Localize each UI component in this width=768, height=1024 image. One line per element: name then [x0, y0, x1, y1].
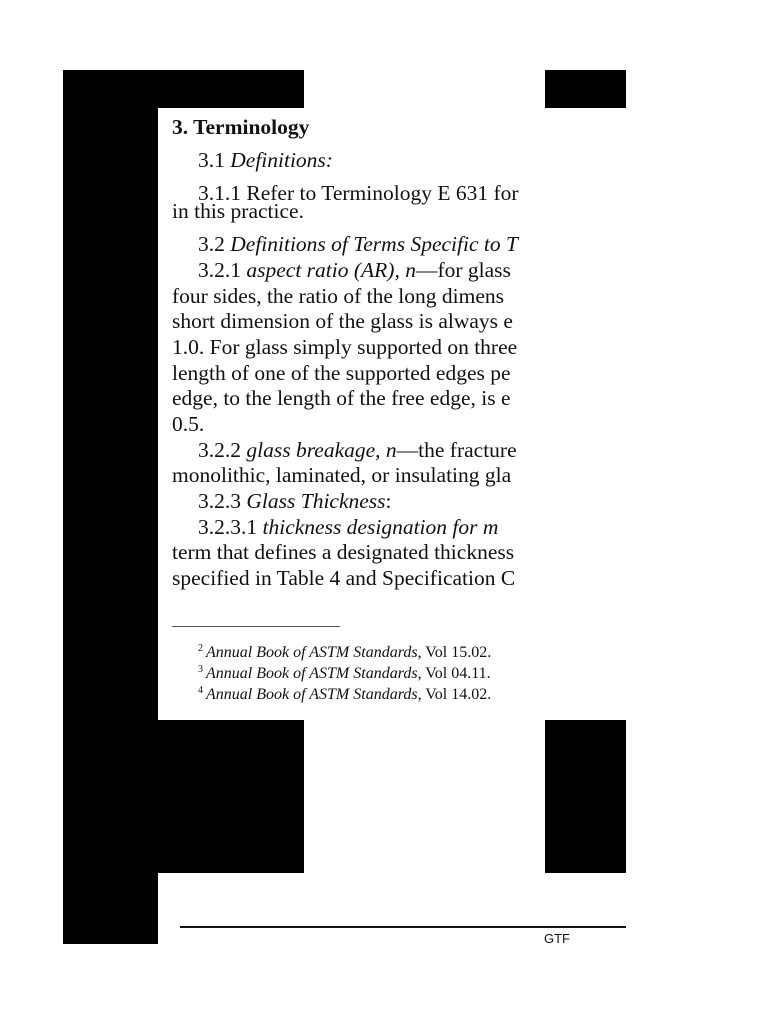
footnote-source: Annual Book of ASTM Standards: [206, 644, 418, 661]
footnote-source: Annual Book of ASTM Standards: [206, 686, 418, 703]
clause-text: Refer to Terminology E 631 for: [246, 181, 519, 205]
clause-text: —the fracture: [396, 438, 517, 462]
text-line: [172, 198, 304, 224]
clause-number: 3.2.2: [198, 438, 241, 462]
footnote-source: Annual Book of ASTM Standards: [206, 665, 418, 682]
text-line: [198, 488, 392, 514]
clause-text: :: [385, 489, 392, 513]
redaction-block-middle-right: [545, 720, 626, 873]
table-top-rule: [180, 926, 626, 928]
clause-term: aspect ratio (AR), n: [246, 258, 416, 282]
clause-text: four sides, the ratio of the long dimens: [172, 284, 504, 308]
clause-term: Definitions of Terms Specific to T: [230, 232, 518, 256]
clause-text: term that defines a designated thickness: [172, 540, 515, 564]
text-line: [172, 308, 513, 334]
footnote-marker: 2: [198, 643, 203, 654]
section-heading: [172, 114, 309, 140]
footnote-marker: 3: [198, 664, 203, 675]
section-title: Terminology: [193, 115, 310, 139]
text-line: [172, 334, 517, 360]
footnote-marker: 4: [198, 685, 203, 696]
clause-number: 3.2: [198, 232, 225, 256]
text-line: [198, 257, 511, 283]
clause-number: 3.1.1: [198, 181, 241, 205]
clause-text: 1.0. For glass simply supported on three: [172, 335, 518, 359]
clause-term: Glass Thickness: [246, 489, 386, 513]
document-page: [158, 108, 626, 720]
clause-text: monolithic, laminated, or insulating gla: [172, 463, 512, 487]
text-line: [198, 514, 498, 540]
text-line: [172, 385, 511, 411]
clause-text: edge, to the length of the free edge, is e: [172, 386, 511, 410]
clause-number: 3.1: [198, 148, 225, 172]
section-number: 3.: [172, 115, 189, 139]
table-column-header: GTF: [544, 931, 570, 946]
clause-text: specified in Table 4 and Specification C: [172, 566, 516, 590]
redaction-block-top-right: [545, 70, 626, 108]
clause-term: thickness designation for m: [262, 515, 499, 539]
redaction-block-middle-left: [158, 720, 304, 873]
clause-text: short dimension of the glass is always e: [172, 309, 513, 333]
clause-term: Definitions:: [230, 148, 333, 172]
footnote: [198, 681, 491, 705]
redaction-block-left-margin: [63, 108, 158, 944]
clause-text: in this practice.: [172, 199, 304, 223]
clause-number: 3.2.1: [198, 258, 241, 282]
text-line: [172, 360, 511, 386]
clause-number: 3.2.3.1: [198, 515, 258, 539]
clause-number: 3.2.3: [198, 489, 241, 513]
clause-text: length of one of the supported edges pe: [172, 361, 511, 385]
text-line: [172, 539, 514, 565]
text-line: [172, 462, 511, 488]
footnote-volume: , Vol 15.02.: [417, 644, 492, 661]
text-line: [172, 283, 504, 309]
clause-text: —for glass: [415, 258, 511, 282]
footnote-separator: [172, 626, 340, 627]
text-line: [198, 437, 517, 463]
footnote-volume: , Vol 04.11.: [417, 665, 491, 682]
redaction-block-top-left: [63, 70, 304, 108]
text-line: [172, 565, 515, 591]
clause-text: 0.5.: [172, 412, 205, 436]
text-line: [172, 411, 204, 437]
footnote-volume: , Vol 14.02.: [417, 686, 492, 703]
clause-term: glass breakage, n: [246, 438, 397, 462]
text-line: [198, 147, 333, 173]
text-line: [198, 231, 518, 257]
